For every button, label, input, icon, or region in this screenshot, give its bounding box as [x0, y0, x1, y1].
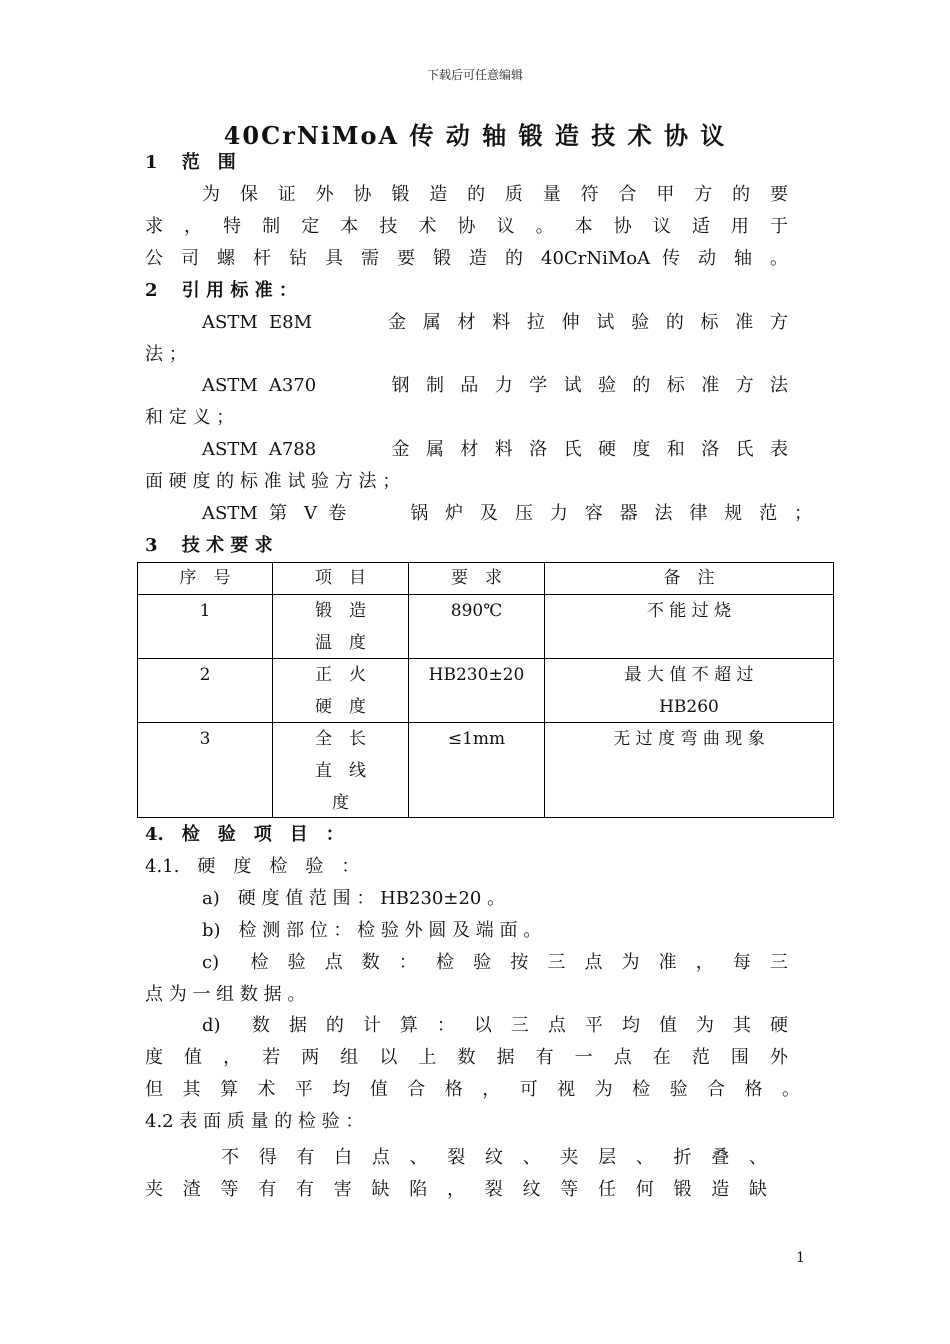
standard-a788-line-1: ASTM A788 金 属 材 料 洛 氏 硬 度 和 洛 氏 表: [202, 439, 788, 460]
page-number: 1: [796, 1250, 805, 1266]
table-divider: [544, 563, 545, 817]
surface-quality-line-1: 不 得 有 白 点 、 裂 纹 、 夹 层 、 折 叠 、: [221, 1147, 767, 1168]
table-header-no: 序 号: [179, 568, 231, 588]
section-1-line-3: 公 司 螺 杆 钻 具 需 要 锻 造 的 40CrNiMoA 传 动 轴 。: [145, 248, 788, 269]
item-d-line-2: 度 值 ， 若 两 组 以 上 数 据 有 一 点 在 范 围 外: [145, 1047, 788, 1068]
item-b: b) 检 测 部 位 ： 检 验 外 圆 及 端 面 。: [202, 920, 542, 941]
standard-a788-line-2: 面 硬 度 的 标 准 试 验 方 法 ；: [145, 471, 401, 492]
table-row-1-item: 锻 造: [315, 601, 366, 621]
standard-a370-line-1: ASTM A370 钢 制 品 力 学 试 验 的 标 准 方 法: [202, 375, 788, 396]
table-row-2-no: 2: [199, 665, 211, 685]
table-row-2-note: 最 大 值 不 超 过: [624, 665, 754, 685]
surface-quality-line-2: 夹 渣 等 有 有 害 缺 陷 ， 裂 纹 等 任 何 锻 造 缺: [145, 1179, 767, 1200]
requirements-table: [137, 562, 834, 818]
table-row-1-no: 1: [199, 601, 211, 621]
download-note: 下载后可任意编辑: [426, 68, 523, 82]
item-c-line-2: 点 为 一 组 数 据 。: [145, 984, 306, 1005]
table-divider: [138, 722, 833, 723]
standard-a370-line-2: 和 定 义 ；: [145, 407, 235, 428]
standard-e8m-line-2: 法 ；: [145, 344, 187, 365]
table-divider: [138, 658, 833, 659]
item-d-line-3: 但 其 算 术 平 均 值 合 格 ， 可 视 为 检 验 合 格 。: [145, 1079, 800, 1100]
document-title: 40CrNiMoA 传 动 轴 锻 造 技 术 协 议: [223, 121, 727, 150]
standard-e8m-line-1: ASTM E8M 金 属 材 料 拉 伸 试 验 的 标 准 方: [202, 312, 788, 333]
table-row-3-requirement: ≤1mm: [447, 729, 506, 749]
table-header-note: 备 注: [663, 568, 715, 588]
table-row-1-item: 温 度: [315, 633, 366, 653]
table-row-2-item: 硬 度: [315, 697, 366, 717]
table-header-item: 项 目: [315, 568, 366, 588]
standard-asme-line: ASTM 第 V 卷 锅 炉 及 压 力 容 器 法 律 规 范 ；: [202, 503, 812, 524]
section-1-heading: 1 范 围: [145, 152, 236, 173]
subsection-4-1-heading: 4.1. 硬 度 检 验 ：: [145, 856, 360, 877]
section-1-line-2: 求 ， 特 制 定 本 技 术 协 议 。 本 协 议 适 用 于: [145, 216, 788, 237]
table-row-2-note: HB260: [659, 697, 719, 717]
section-3-heading: 3 技 术 要 求: [145, 535, 273, 556]
section-2-heading: 2 引 用 标 准 ：: [145, 280, 297, 301]
table-row-3-note: 无 过 度 弯 曲 现 象: [613, 729, 765, 749]
table-row-2-item: 正 火: [315, 665, 366, 685]
section-1-line-1: 为 保 证 外 协 锻 造 的 质 量 符 合 甲 方 的 要: [202, 184, 788, 205]
item-c-line-1: c) 检 验 点 数 ： 检 验 按 三 点 为 准 ， 每 三: [202, 952, 788, 973]
table-row-3-item: 直 线: [315, 761, 366, 781]
table-divider: [408, 563, 409, 817]
section-4-heading: 4. 检 验 项 目 ：: [145, 824, 344, 845]
table-header-requirement: 要 求: [451, 568, 502, 588]
table-row-3-no: 3: [199, 729, 211, 749]
subsection-4-2-heading: 4.2 表 面 质 量 的 检 验 ：: [145, 1111, 364, 1132]
table-row-1-requirement: 890℃: [450, 601, 503, 621]
table-row-1-note: 不 能 过 烧: [646, 601, 732, 621]
table-row-2-requirement: HB230±20: [428, 665, 525, 685]
table-row-3-item: 全 长: [315, 729, 366, 749]
table-divider: [138, 594, 833, 595]
item-d-line-1: d) 数 据 的 计 算 ： 以 三 点 平 均 值 为 其 硬: [202, 1015, 788, 1036]
item-a: a) 硬 度 值 范 围 ： HB230±20 。: [202, 888, 506, 909]
table-row-3-item: 度: [332, 793, 349, 813]
